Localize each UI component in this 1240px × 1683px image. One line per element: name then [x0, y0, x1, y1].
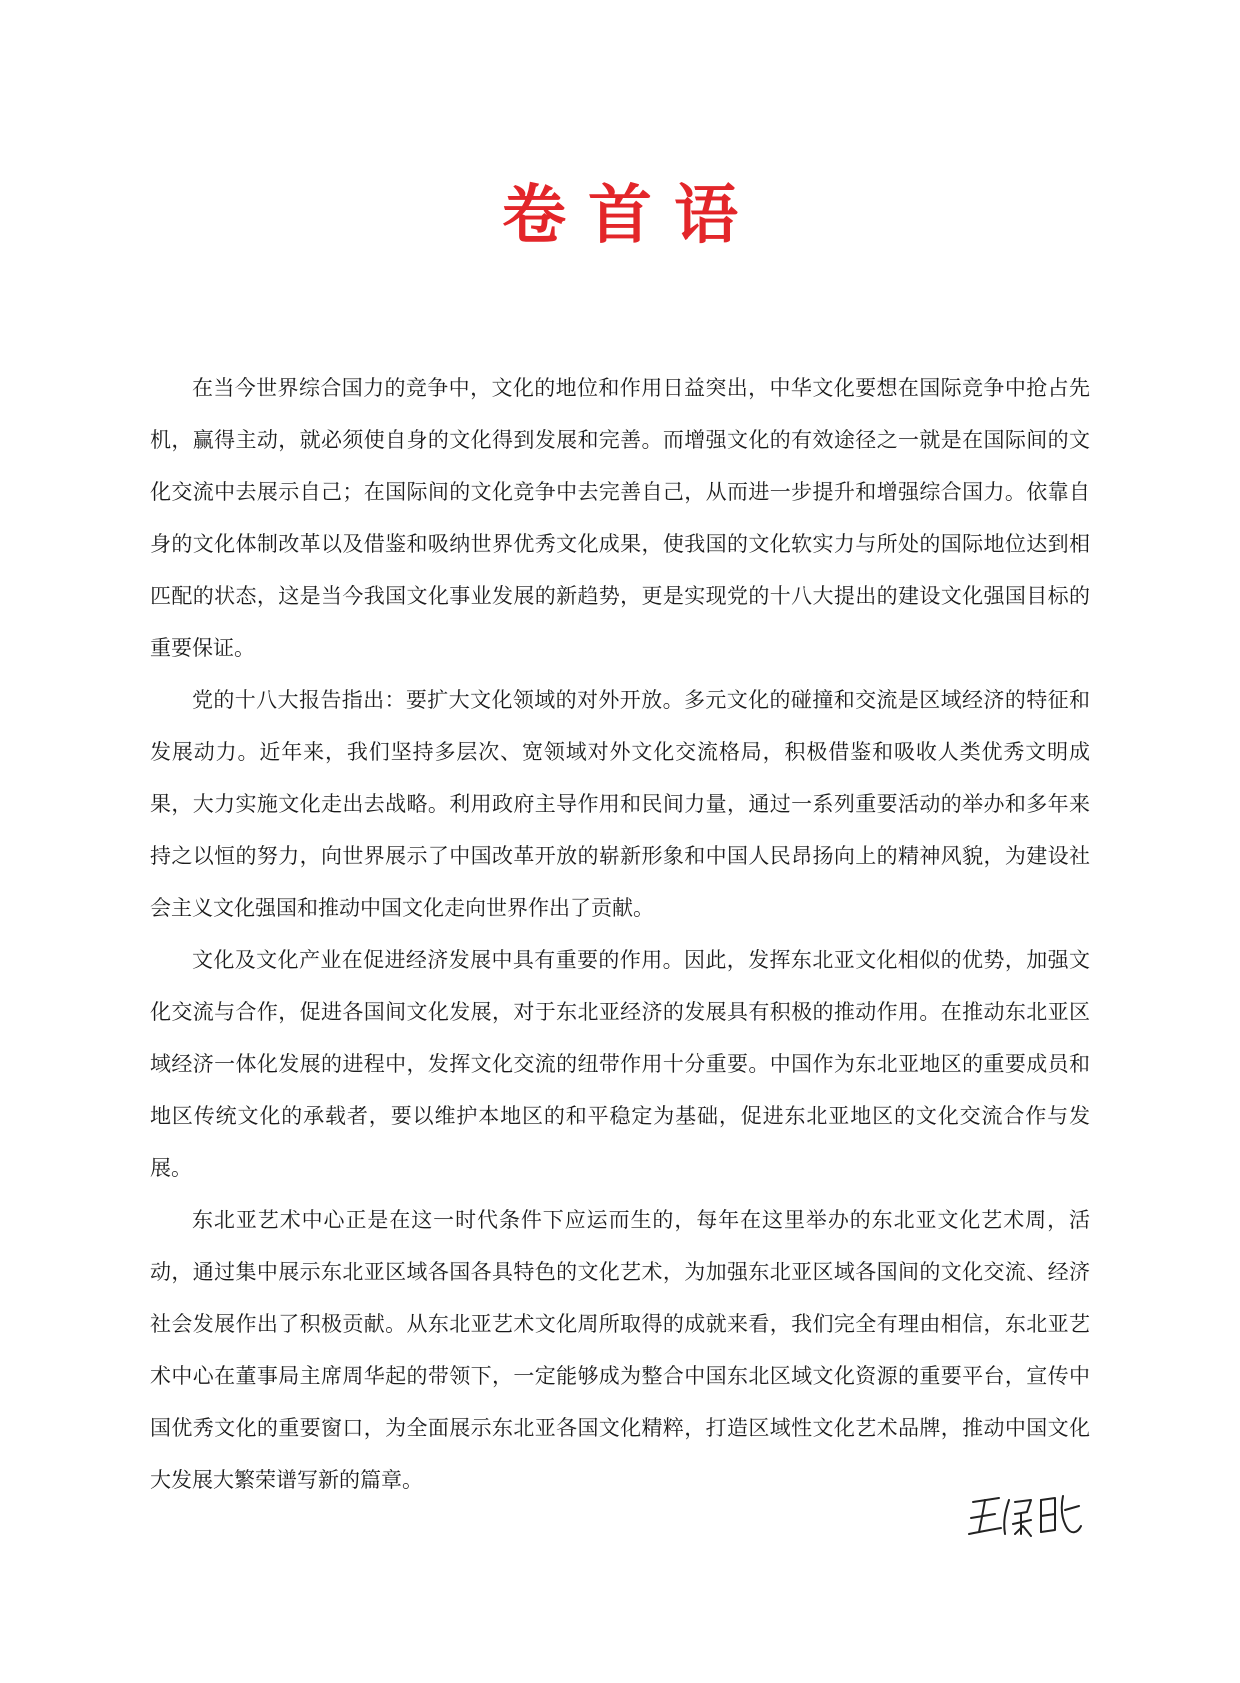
handwritten-signature — [965, 1488, 1085, 1544]
paragraph-4: 东北亚艺术中心正是在这一时代条件下应运而生的，每年在这里举办的东北亚文化艺术周，活动，通过集中展示东北亚区域各国各具特色的文化艺术，为加强东北亚区域各国间的文化交流、经济社会发展作出了积极贡献。从东北亚艺术文化周所取得的成就来看，我们完全有理由相信，东北亚艺术中心在董事局主席周华起的带领下，一定能够成为整合中国东北区域文化资源的重要平台，宣传中国优秀文化的重要窗口，为全面展示东北亚各国文化精粹，打造区域性文化艺术品牌，推动中国文化大发展大繁荣谱写新的篇章。 — [150, 1208, 1090, 1492]
paragraph-3: 文化及文化产业在促进经济发展中具有重要的作用。因此，发挥东北亚文化相似的优势，加强文化交流与合作，促进各国间文化发展，对于东北亚经济的发展具有积极的推动作用。在推动东北亚区域经济一体化发展的进程中，发挥文化交流的纽带作用十分重要。中国作为东北亚地区的重要成员和地区传统文化的承载者，要以维护本地区的和平稳定为基础，促进东北亚地区的文化交流合作与发展。 — [150, 948, 1090, 1180]
paragraph-2: 党的十八大报告指出：要扩大文化领域的对外开放。多元文化的碰撞和交流是区域经济的特征和发展动力。近年来，我们坚持多层次、宽领域对外文化交流格局，积极借鉴和吸收人类优秀文明成果，大力实施文化走出去战略。利用政府主导作用和民间力量，通过一系列重要活动的举办和多年来持之以恒的努力，向世界展示了中国改革开放的崭新形象和中国人民昂扬向上的精神风貌，为建设社会主义文化强国和推动中国文化走向世界作出了贡献。 — [150, 688, 1090, 920]
body-text — [150, 362, 1090, 1506]
signature-icon — [965, 1488, 1085, 1544]
page-title: 卷首语 — [502, 179, 760, 253]
paragraph-1: 在当今世界综合国力的竞争中，文化的地位和作用日益突出，中华文化要想在国际竞争中抢占先机，赢得主动，就必须使自身的文化得到发展和完善。而增强文化的有效途径之一就是在国际间的文化交流中去展示自己；在国际间的文化竞争中去完善自己，从而进一步提升和增强综合国力。依靠自身的文化体制改革以及借鉴和吸纳世界优秀文化成果，使我国的文化软实力与所处的国际地位达到相匹配的状态，这是当今我国文化事业发展的新趋势，更是实现党的十八大提出的建设文化强国目标的重要保证。 — [150, 376, 1090, 660]
